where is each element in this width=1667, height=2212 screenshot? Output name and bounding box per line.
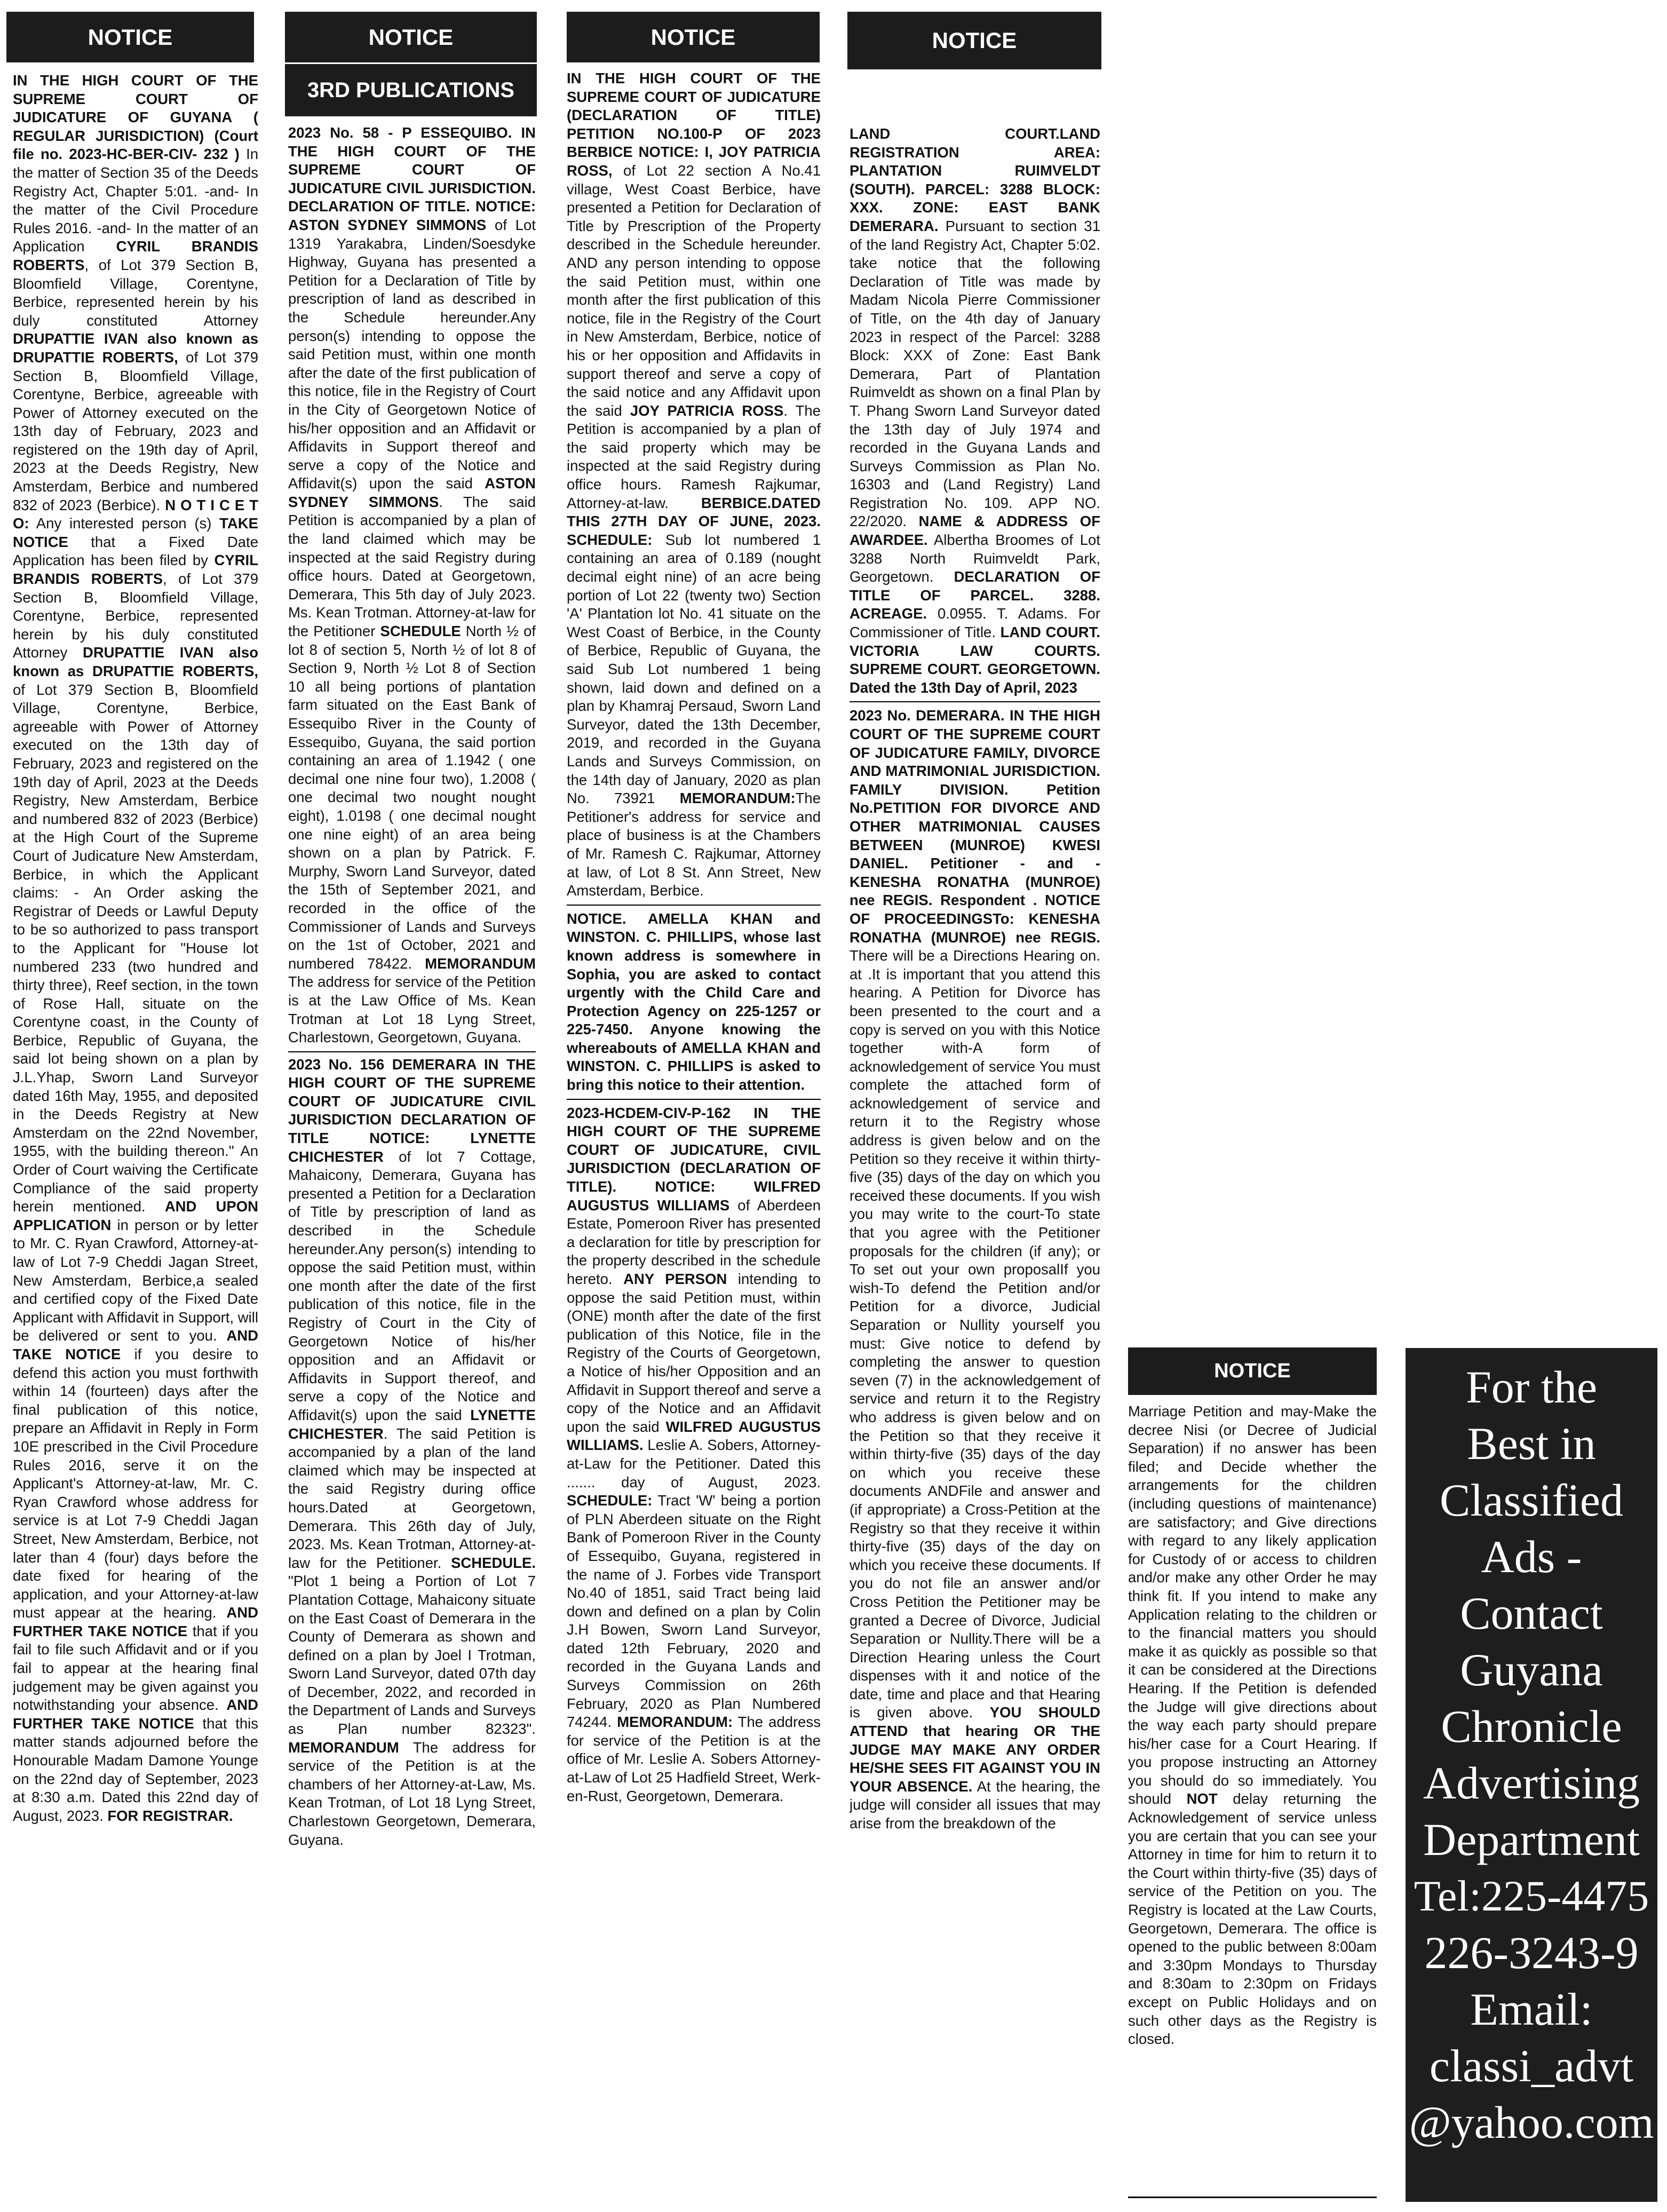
col3-schedule: SCHEDULE: — [567, 1492, 653, 1509]
col2-text: North ½ of lot 8 of section 5, North ½ of lot 8 of Section 9, North ½ Lot 8 of Section 10 all being portions of plantation farm situated on the East Bank of Essequibo River in the County of Essequibo, Guyana, the said portion containing an area of 1.1942 ( one decimal one nine four two), 1.2008 ( one decimal two nought nought eight), 1.0198 ( one decimal nought one nine eight) of an area being shown on a plan by Patrick. F. Murphy, Sworn Land Surveyor, dated the 15th of September 2021, and recorded in the office of the Commissioner of Lands and Surveys on the 1st of October, 2021 and numbered 78422. — [288, 623, 536, 972]
col4-a-heading: LAND COURT.LAND REGISTRATION AREA: PLANTATION RUIMVELDT (SOUTH). PARCEL: 3288 BLOCK: XXX. ZONE: EAST BANK DEMERARA. — [850, 125, 1100, 234]
col3-notice-b — [567, 910, 821, 1095]
col3-text: Tract 'W' being a portion of PLN Aberdeen situate on the Right Bank of Pomeroon River in the County of Essequibo, Guyana, registered in the name of J. Forbes vide Transport No.40 of 1851, said Tract being laid down and defined on a plan by Colin J.H Bowen, Sworn Land Surveyor, dated 12th February, 2020 and recorded in the Guyana Lands and Surveys Commission on 26th February, 2020 as Plan Numbered 74244. — [567, 1492, 821, 1731]
ad-line: Guyana — [1460, 1644, 1603, 1695]
col1-text: that this matter stands adjourned before the Honourable Madam Damone Younge on the 22nd day of September, 2023 at 8:30 a.m. Dated this 22nd day of August, 2023. — [13, 1715, 258, 1824]
col3-header-text: NOTICE — [650, 25, 736, 50]
col1-text: of Lot 379 Section B, Bloomfield Village, Corentyne, Berbice, agreeable with Power of Attorney executed on the 13th day of February, 2023 and registered on the 19th day of April, 2023 at the Deeds Registry, New Amsterdam, Berbice and numbered 832 of 2023 (Berbice) at the High Court of the Supreme Court of Judicature New Amsterdam, Berbice, in which the Applicant claims: - An Order asking the Registrar of Deeds or Lawful Deputy to be so authorized to pass transport to the Applicant for "House lot numbered 233 (two hundred and thirty three), Reef section, in the town of Rose Hall, situate on the Corentyne coast, in the County of Berbice, Republic of Guyana, the said lot being shown on a plan by J.L.Yhap, Sworn Land Surveyor dated 16th May, 1955, and deposited in the Deeds Registry at New Amsterdam on the 22nd November, 1955, with the building thereon." An Order of Court waiving the Certificate Compliance of the said property herein mentioned. — [13, 681, 258, 1215]
ad-email: @yahoo.com — [1409, 2097, 1654, 2148]
col3-notice-c — [567, 1104, 821, 1806]
col1-further-notice: AND FURTHER TAKE NOTICE — [13, 1604, 258, 1639]
col1-header — [6, 12, 254, 62]
col1-notice-to: N O T I C E T O: — [13, 496, 258, 532]
col1-text: , of Lot 379 Section B, Bloomfield Village, Corentyne, Berbice, represented herein by his duly constituted Attorney — [13, 570, 258, 661]
col3-text: . The Petition is accompanied by a plan of the said property which may be inspected at the said Registry during office hours. Ramesh Rajkumar, Attorney-at-law. — [567, 402, 821, 511]
ad-line: Department — [1423, 1814, 1640, 1865]
col1-upon-application: AND UPON APPLICATION — [13, 1198, 258, 1233]
ad-line: Advertising — [1423, 1757, 1640, 1809]
col2-subheader — [285, 64, 537, 116]
col4-text: At the hearing, the judge will consider all issues that may arise from the breakdown of the — [850, 1778, 1100, 1832]
col4-attend: YOU SHOULD ATTEND that hearing OR THE JUDGE MAY MAKE ANY ORDER HE/SHE SEES FIT AGAINST YOU IN YOUR ABSENCE. — [850, 1704, 1100, 1795]
col2-b-heading: 2023 No. 156 DEMERARA IN THE HIGH COURT OF THE SUPREME COURT OF JUDICATURE CIVIL JURISDICTION DECLARATION OF TITLE NOTICE: LYNETTE CHICHESTER — [288, 1056, 536, 1165]
col3-b-heading: NOTICE. AMELLA KHAN and WINSTON. C. PHILLIPS, whose last known address is somewhere in Sophia, you are asked to contact urgently with the Child Care and Protection Agency on 225-1257 or 225-7450. Anyone knowing the whereabouts of AMELLA KHAN and WINSTON. C. PHILLIPS is asked to bring this notice to their attention. — [567, 910, 821, 1093]
ad-line: Contact — [1460, 1588, 1603, 1639]
ad-phone: Tel:225-4475 — [1414, 1872, 1649, 1920]
col2-schedule: SCHEDULE. — [451, 1554, 536, 1571]
col4-divider — [850, 701, 1100, 702]
col3-memorandum: MEMORANDUM: — [617, 1714, 733, 1731]
col2-text: "Plot 1 being a Portion of Lot 7 Plantation Cottage, Mahaicony situate on the East Coast of Demerara in the County of Demerara as shown and defined on a plan by Joel I Trotman, Sworn Land Surveyor, dated 07th day of December, 2022, and recorded in the Department of Lands and Surveys as Plan number 82323". — [288, 1573, 536, 1738]
col2-schedule: SCHEDULE — [380, 623, 461, 640]
col2-name: LYNETTE CHICHESTER — [288, 1406, 536, 1442]
col3-text: The Petitioner's address for service and place of business is at the Chambers of Mr. Ramesh C. Rajkumar, Attorney at law, of Lot 8 St. Ann Street, New Amsterdam, Berbice. — [567, 790, 821, 899]
col3-dated: BERBICE.DATED THIS 27TH DAY OF JUNE, 2023. SCHEDULE: — [567, 494, 821, 548]
col1-notice — [13, 72, 258, 2201]
col1-text: if you desire to defend this action you must forthwith within 14 (fourteen) days after the final publication of this notice, prepare an Affidavit in Reply in Form 10E prescribed in the Civil Procedure Rules 2016, serve it on the Applicant's Attorney-at-law, Mr. C. Ryan Crawford whose address for service is at Lot 7-9 Cheddi Jagan Street, New Amsterdam, Berbice, not later than 4 (four) days before the date fixed for hearing of the application, and your Attorney-at-law must appear at the hearing. — [13, 1345, 258, 1621]
col4-text: Pursuant to section 31 of the land Registry Act, Chapter 5:02. take notice that the following Declaration of Title was made by Madam Nicola Pierre Commissioner of Title, on the 4th day of January 2023 in respect of the Parcel: 3288 Block: XXX of Zone: East Bank Demerara, Part of Plantation Ruimveldt as shown on a final Plan by T. Phang Sworn Land Surveyor dated the 13th day of July 1974 and recorded in the Guyana Lands and Surveys Commission as Plan No. 16303 and (Land Registry) Land Registration No. 109. APP NO. 22/2020. — [850, 217, 1100, 530]
col4-text: Albertha Broomes of Lot 3288 North Ruimveldt Park, Georgetown. — [850, 532, 1100, 585]
col3-notices — [567, 69, 821, 2199]
col5-header-text: NOTICE — [1214, 1360, 1291, 1382]
col3-text: intending to oppose the said Petition must, within (ONE) month after the date of the first publication of this Notice, file in the Registry of the Courts of Georgetown, a Notice of his/her Opposition and an Affidavit in Support thereof and serve a copy of the Notice and an Affidavit upon the said — [567, 1271, 821, 1435]
col3-name: JOY PATRICIA ROSS — [630, 402, 784, 419]
col4-notices — [850, 125, 1100, 2201]
col2-text: of Lot 1319 Yarakabra, Linden/Soesdyke Highway, Guyana has presented a Petition for a Declaration of Title by prescription of land as described in the Schedule hereunder.Any person(s) intending to oppose the said Petition must, within one month after the date of the first publication of this notice, file in the Registry of Court in the City of Georgetown Notice of his/her opposition and an Affidavit or Affidavits in Support thereof and serve a copy of the Notice and Affidavit(s) upon the said — [288, 216, 536, 492]
col2-notice-a — [288, 124, 536, 1047]
col1-name: CYRIL BRANDIS ROBERTS — [13, 552, 258, 588]
ad-line: Email: — [1470, 1984, 1593, 2035]
col3-divider — [567, 1099, 821, 1100]
ad-line: Ads - — [1481, 1531, 1582, 1582]
col2-text: . The said Petition is accompanied by a plan of the land claimed which may be inspected at the said Registry during office hours.Dated at Georgetown, Demerara. This 26th day of July, 2023. Ms. Kean Trotman, Attorney-at-law for the Petitioner. — [288, 1425, 536, 1571]
col1-name: CYRIL BRANDIS ROBERTS — [13, 238, 258, 273]
col1-text: In the matter of Section 35 of the Deeds Registry Act, Chapter 5:01. -and- In the matter of the Civil Procedure Rules 2016. -and- In the matter of an Application — [13, 146, 258, 255]
col1-text: in person or by letter to Mr. C. Ryan Crawford, Attorney-at-law of Lot 7-9 Cheddi Jagan Street, New Amsterdam, Berbice,a sealed and certified copy of the Fixed Date Applicant with Affidavit in Support, will be delivered or sent to you. — [13, 1216, 258, 1344]
col4-text: 0.0955. T. Adams. For Commissioner of Title. — [850, 605, 1100, 641]
col2-text: The address for service of the Petition is at the Law Office of Ms. Kean Trotman at Lot 18 Lyng Street, Charlestown, Georgetown, Guyana. — [288, 973, 536, 1046]
col3-text: of Lot 22 section A No.41 village, West Coast Berbice, have presented a Petition for Declaration of Title by Prescription of the Property described in the Schedule hereunder. AND any person intending to oppose the said Petition must, within one month after the first publication of this notice, file in the Registry of the Court in New Amsterdam, Berbice, notice of his or her opposition and Affidavits in support thereof and serve a copy of the said notice and any Affidavit upon the said — [567, 162, 821, 419]
col2-memorandum: MEMORANDUM — [288, 1739, 399, 1756]
col3-divider — [567, 905, 821, 906]
ad-email: classi_advt — [1429, 2040, 1634, 2091]
col1-registrar: FOR REGISTRAR. — [107, 1807, 233, 1824]
col3-c-heading: 2023-HCDEM-CIV-P-162 IN THE HIGH COURT OF THE SUPREME COURT OF JUDICATURE, CIVIL JURISDICTION (DECLARATION OF TITLE). NOTICE: WILFRED AUGUSTUS WILLIAMS — [567, 1104, 821, 1214]
col1-take-notice: TAKE NOTICE — [13, 515, 258, 550]
col2-divider — [288, 1051, 536, 1052]
col4-header — [847, 12, 1101, 69]
col2-a-heading: 2023 No. 58 - P ESSEQUIBO. IN THE HIGH COURT OF THE SUPREME COURT OF JUDICATURE CIVIL JURISDICTION. DECLARATION OF TITLE. NOTICE: ASTON SYDNEY SIMMONS — [288, 124, 536, 233]
col3-text: Leslie A. Sobers, Attorney-at-Law for the Petitioner. Dated this ....... day of August, 2023. — [567, 1437, 821, 1490]
col4-awardee: NAME & ADDRESS OF AWARDEE. — [850, 513, 1100, 549]
col1-text: Any interested person (s) — [29, 515, 220, 532]
col2-text: . The said Petition is accompanied by a plan of the land claimed which may be inspected at the said Registry during office hours. Dated at Georgetown, Demerara, This 5th day of July 2023. Ms. Kean Trotman. Attorney-at-law for the Petitioner — [288, 493, 536, 640]
col2-name: ASTON SYDNEY SIMMONS — [288, 475, 536, 510]
col4-notice-a — [850, 125, 1100, 697]
col4-header-text: NOTICE — [932, 28, 1017, 53]
ad-line: For the — [1465, 1361, 1598, 1413]
ad-line: Classified — [1440, 1474, 1623, 1526]
col3-memorandum: MEMORANDUM: — [679, 790, 796, 807]
col5-header — [1128, 1347, 1377, 1395]
col4-declaration: DECLARATION OF TITLE OF PARCEL. 3288. ACREAGE. — [850, 568, 1100, 622]
col1-name: DRUPATTIE IVAN also known as DRUPATTIE ROBERTS, — [13, 644, 258, 679]
col5-notice — [1128, 1402, 1377, 2192]
col3-notice-a — [567, 69, 821, 900]
col4-court: LAND COURT. VICTORIA LAW COURTS. SUPREME COURT. GEORGETOWN. Dated the 13th Day of April, 2023 — [850, 624, 1100, 696]
col3-text: Sub lot numbered 1 containing an area of 0.189 (nought decimal eight nine) of an acre being portion of Lot 22 (twenty two) Section 'A' Plantation lot No. 41 situate on the West Coast of Berbice, in the County of Berbice, Republic of Guyana, the said Sub Lot numbered 1 being shown, laid down and defined on a plan by Khamraj Persaud, Sworn Land Surveyor, dated the 13th December, 2019, and recorded in the Guyana Lands and Surveys Commission, on the 14th day of January, 2020 as plan No. 73921 — [567, 531, 821, 807]
col3-text: The address for service of the Petition is at the office of Mr. Leslie A. Sobers Attorney-at-Law of Lot 25 Hadfield Street, Werk-en-Rust, Georgetown, Demerara. — [567, 1714, 821, 1804]
col2-memorandum: MEMORANDUM — [425, 955, 536, 972]
col5-not: NOT — [1186, 1790, 1218, 1807]
col5-text: Marriage Petition and may-Make the decree Nisi (or Decree of Judicial Separation) if no answer has been filed; and Decide whether the arrangements for the children (including questions of maintenance) are satisfactory; and Give directions with regard to any likely application for Custody of or access to children and/or make any other Order he may think fit. If you intend to make any Application relating to the children or to the financial matters you should make it as quickly as possible so that it can be considered at the Directions Hearing. If the Petition is defended the Judge will give directions about the way each party should prepare his/her case for a Court Hearing. If you propose instructing an Attorney you should do so immediately. You should — [1128, 1403, 1377, 1807]
ad-line: Chronicle — [1441, 1701, 1622, 1752]
ad-phone: 226-3243-9 — [1424, 1927, 1639, 1978]
col3-name: WILFRED AUGUSTUS WILLIAMS. — [567, 1418, 821, 1454]
col1-text: , of Lot 379 Section B, Bloomfield Village, Corentyne, Berbice, represented herein by his duly constituted Attorney — [13, 256, 258, 329]
col1-name: DRUPATTIE IVAN also known as DRUPATTIE ROBERTS, — [13, 330, 258, 366]
col1-text: that if you fail to file such Affidavit and or if you fail to appear at the hearing final judgement may be given against you notwithstanding your absence. — [13, 1622, 258, 1714]
col1-text: of Lot 379 Section B, Bloomfield Village, Corentyne, Berbice, agreeable with Power of Attorney executed on the 13th day of February, 2023 and registered on the 19th day of April, 2023 at the Deeds Registry, New Amsterdam, Berbice and numbered 832 of 2023 (Berbice). — [13, 348, 258, 513]
col3-a-heading: IN THE HIGH COURT OF THE SUPREME COURT OF JUDICATURE (DECLARATION OF TITLE) PETITION NO.100-P OF 2023 BERBICE NOTICE: I, JOY PATRICIA ROSS, — [567, 70, 821, 179]
col2-header-text: NOTICE — [368, 25, 454, 50]
col4-notice-b — [850, 707, 1100, 1833]
col2-subheader-text: 3RD PUBLICATIONS — [307, 78, 515, 102]
col2-text: The address for service of the Petition is at the chambers of her Attorney-at-Law, Ms. Kean Trotman, of Lot 18 Lyng Street, Charlestown Georgetown, Demerara, Guyana. — [288, 1739, 536, 1848]
ad-line: Best in — [1467, 1418, 1596, 1469]
col2-text: of lot 7 Cottage, Mahaicony, Demerara, Guyana has presented a Petition for a Declaration of Title by prescription of land as described in the Schedule hereunder.Any person(s) intending to oppose the said Petition must, within one month after the date of the first publication of this notice, file in the Registry of Court in the City of Georgetown Notice of his/her opposition and an Affidavit or Affidavits in Support thereof, and serve a copy of the Notice and Affidavit(s) upon the said — [288, 1148, 536, 1423]
classified-ad-box — [1406, 1348, 1657, 2202]
col1-header-text: NOTICE — [88, 25, 173, 50]
col3-any-person: ANY PERSON — [623, 1271, 727, 1287]
col1-and-take-notice: AND TAKE NOTICE — [13, 1327, 258, 1362]
col2-notice-b — [288, 1056, 536, 1850]
col1-heading: IN THE HIGH COURT OF THE SUPREME COURT OF JUDICATURE OF GUYANA ( REGULAR JURISDICTION) (Court file no. 2023-HC-BER-CIV- 232 ) — [13, 72, 258, 163]
col4-b-heading: 2023 No. DEMERARA. IN THE HIGH COURT OF THE SUPREME COURT OF JUDICATURE FAMILY, DIVORCE AND MATRIMONIAL JURISDICTION. FAMILY DIVISION. Petition No.PETITION FOR DIVORCE AND OTHER MATRIMONIAL CAUSES BETWEEN (MUNROE) KWESI DANIEL. Petitioner - and - KENESHA RONATHA (MUNROE) nee REGIS. Respondent . NOTICE OF PROCEEDINGSTo: KENESHA RONATHA (MUNROE) nee REGIS. — [850, 707, 1100, 946]
col3-text: of Aberdeen Estate, Pomeroon River has presented a declaration for title by prescription for the property described in the schedule hereto. — [567, 1196, 821, 1287]
col1-further-notice: AND FURTHER TAKE NOTICE — [13, 1696, 258, 1732]
col5-text: delay returning the Acknowledgement of service unless you are certain that you can see your Attorney in time for him to return it to the Court within thirty-five (35) days of service of the Petition on you. The Registry is located at the Law Courts, Georgetown, Demerara. The office is opened to the public between 8:00am and 3:30pm Mondays to Thursday and 8:30am to 2:30pm on Fridays except on Public Holidays and on such other days as the Registry is closed. — [1128, 1790, 1377, 2048]
col5-bottom-rule — [1128, 2197, 1377, 2198]
col3-header — [567, 12, 820, 62]
col2-header — [285, 12, 537, 62]
col1-text: that a Fixed Date Application has been filed by — [13, 533, 258, 569]
col4-text: There will be a Directions Hearing on. at .It is important that you attend this hearing. A Petition for Divorce has been presented to the court and a copy is served on you with this Notice together with-A form of acknowledgement of service You must complete the attached form of acknowledgement of service and return it to the Registry whose address is given below and on the Petition so they receive it within thirty-five (35) days of the day on which you received these documents. If you wish you may write to the court-To state that you agree with the Petitioner proposals for the children (if any); or To set out your own proposalIf you wish-To defend the Petition and/or Petition for a divorce, Judicial Separation or Nullity yourself you must: Give notice to defend by completing the answer to question seven (7) in the acknowledgement of service and return it to the Registry who address is given below and on the Petition so that they receive it within thirty-five (35) days of the day on which you receive these documents ANDFile and answer and (if appropriate) a Cross-Petition at the Registry so that they receive it within thirty-five (35) days of the day on which you receive these documents. If you do not file an answer and/or Cross Petition the Petitioner may be granted a Decree of Divorce, Judicial Separation or Nullity.There will be a Direction Hearing unless the Court dispenses with it and notice of the date, time and place and that Hearing is given above. — [850, 947, 1100, 1721]
col2-notices — [288, 124, 536, 2194]
